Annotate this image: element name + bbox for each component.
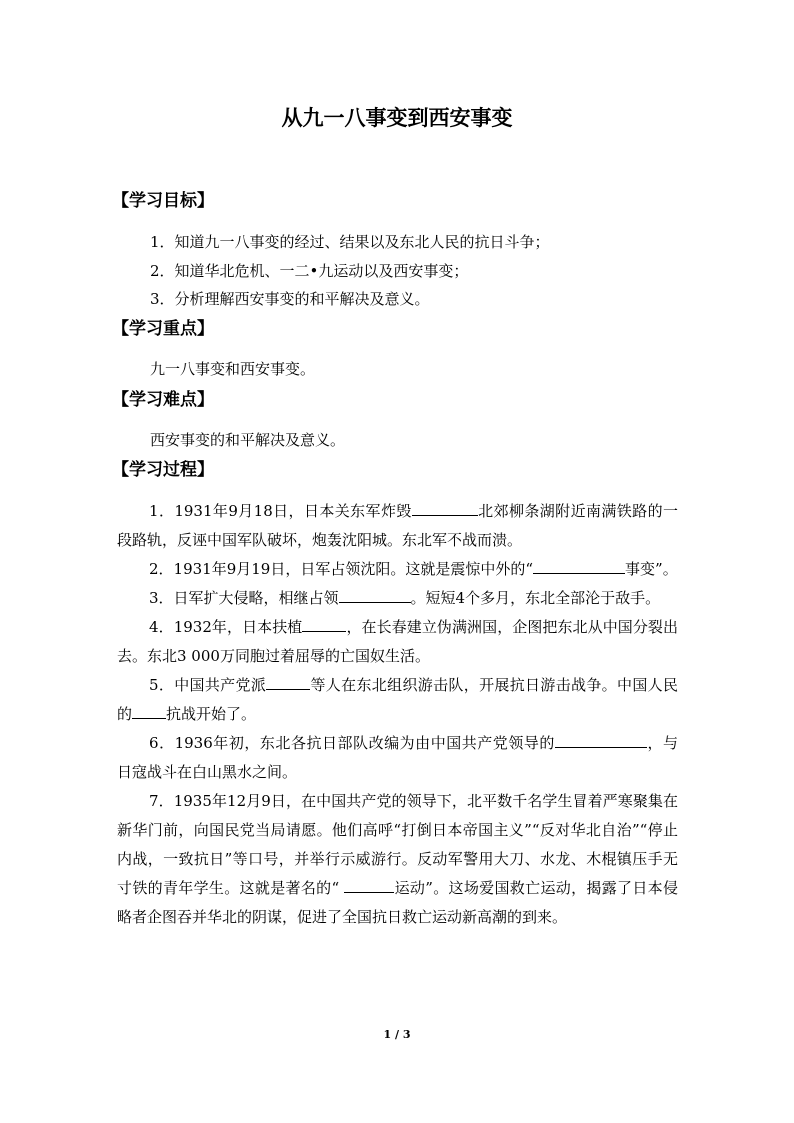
section-heading-difficulties: 【学习难点】 — [112, 390, 214, 410]
process-list — [117, 497, 678, 932]
process-item: 6．1936年初，东北各抗日部队改编为由中国共产党领导的 ，与日寇战斗在白山黑水之间。 — [117, 729, 678, 787]
fill-in-blank[interactable] — [339, 586, 411, 603]
goal-item: 3．分析理解西安事变的和平解决及意义。 — [150, 290, 430, 308]
fill-in-blank[interactable] — [533, 557, 625, 574]
process-item: 1．1931年9月18日，日本关东军炸毁 北郊柳条湖附近南满铁路的一段路轨，反诬中国军队破坏，炮轰沈阳城。东北军不战而溃。 — [117, 497, 678, 555]
page-number: 1 / 3 — [383, 1028, 411, 1041]
process-item: 4．1932年，日本扶植 ，在长春建立伪满洲国，企图把东北从中国分裂出去。东北3 000万同胞过着屈辱的亡国奴生活。 — [117, 613, 678, 671]
key-points-text: 九一八事变和西安事变。 — [150, 360, 316, 378]
process-item: 2．1931年9月19日，日军占领沈阳。这就是震惊中外的“ 事变”。 — [117, 555, 678, 584]
process-item: 3．日军扩大侵略，相继占领 。短短4个多月，东北全部沦于敌手。 — [117, 584, 678, 613]
process-item: 7．1935年12月9日，在中国共产党的领导下，北平数千名学生冒着严寒聚集在新华门前，向国民党当局请愿。他们高呼“打倒日本帝国主义”“反对华北自治”“停止内战，一致抗日”等口号，并举行示威游行。反动军警用大刀、水龙、木棍镇压手无寸铁的青年学生。这就是著名的“ 运动”。这场爱国救亡运动，揭露了日本侵略者企图吞并华北的阴谋，促进了全国抗日救亡运动新高潮的到来。 — [117, 792, 678, 926]
goal-item: 1．知道九一八事变的经过、结果以及东北人民的抗日斗争； — [150, 233, 550, 251]
fill-in-blank[interactable] — [412, 499, 478, 516]
process-item: 5．中国共产党派 等人在东北组织游击队，开展抗日游击战争。中国人民的 抗战开始了。 — [117, 671, 678, 729]
fill-in-blank[interactable] — [266, 673, 310, 690]
fill-in-blank[interactable] — [344, 876, 394, 893]
fill-in-blank[interactable] — [302, 615, 346, 632]
goal-item: 2．知道华北危机、一二•九运动以及西安事变； — [150, 262, 469, 280]
page-title: 从九一八事变到西安事变 — [281, 105, 513, 130]
fill-in-blank[interactable] — [555, 731, 647, 748]
section-heading-key-points: 【学习重点】 — [112, 319, 214, 339]
section-heading-process: 【学习过程】 — [112, 460, 214, 480]
fill-in-blank[interactable] — [132, 702, 166, 719]
difficulties-text: 西安事变的和平解决及意义。 — [150, 431, 346, 449]
section-heading-goals: 【学习目标】 — [112, 191, 214, 211]
